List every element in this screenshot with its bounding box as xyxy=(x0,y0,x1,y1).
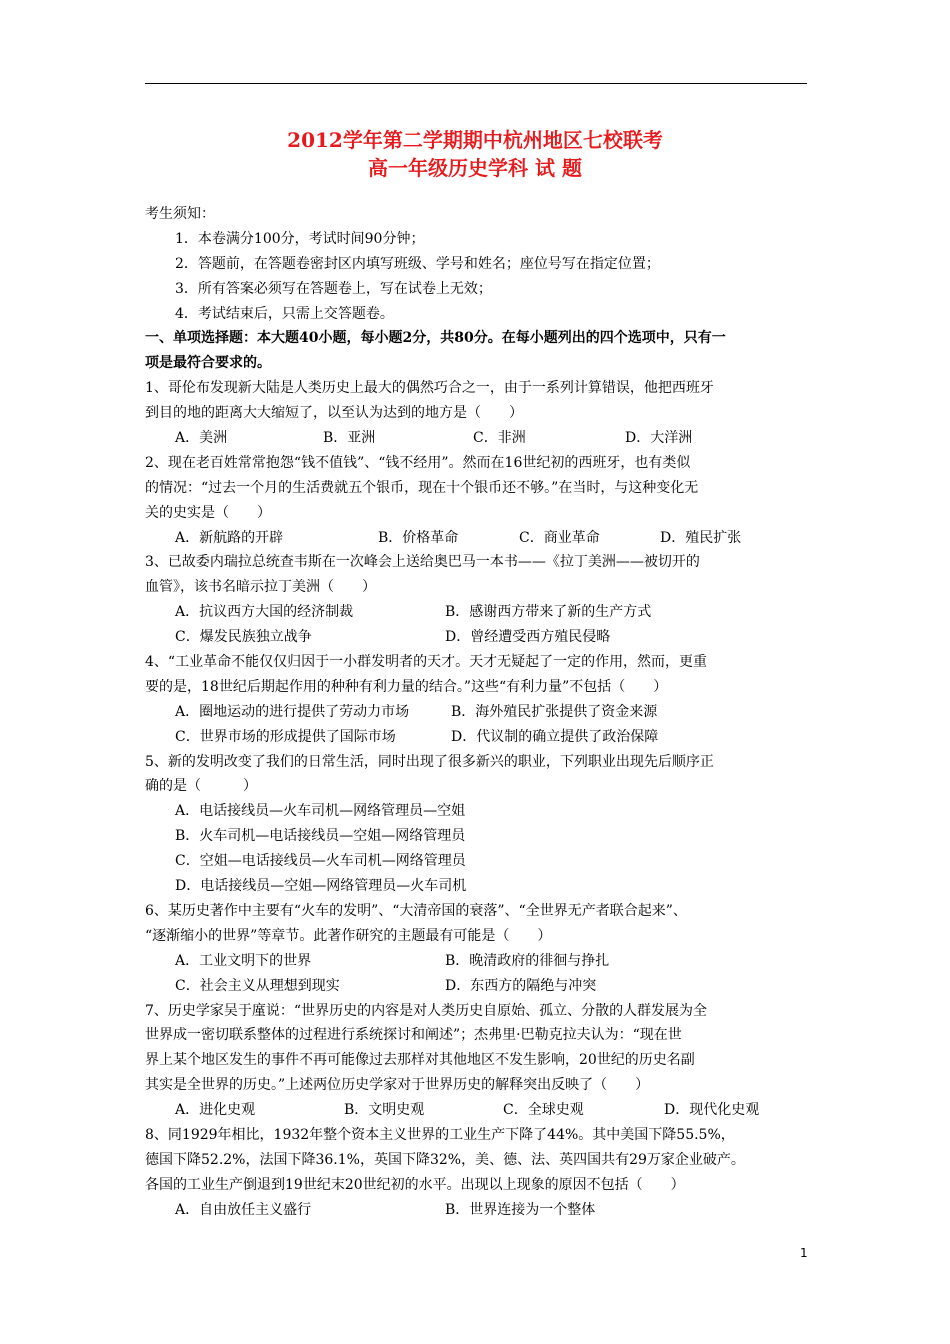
question-text: 界上某个地区发生的事件不再可能像过去那样对其他地区不发生影响，20世纪的历史名副 xyxy=(145,1052,695,1069)
question-text: 德国下降52.2%，法国下降36.1%，英国下降32%，美、德、法、英四国共有29万家企业破产。 xyxy=(145,1151,745,1168)
option-row xyxy=(145,600,810,625)
option-a: A．工业文明下的世界 xyxy=(175,952,312,969)
option-a: A．进化史观 xyxy=(175,1102,256,1119)
exam-subtitle: 高一年级历史学科 试 题 xyxy=(368,156,582,180)
question-text: 各国的工业生产倒退到19世纪末20世纪初的水平。出现以上现象的原因不包括（ ） xyxy=(145,1176,685,1193)
question-5 xyxy=(145,750,810,899)
option-d: D．殖民扩张 xyxy=(660,529,742,546)
option-a: A．抗议西方大国的经济制裁 xyxy=(175,604,354,621)
notice-item: 1．本卷满分100分，考试时间90分钟； xyxy=(175,230,425,247)
question-text: 2、现在老百姓常常抱怨“钱不值钱”、“钱不经用”。然而在16世纪初的西班牙，也有类似 xyxy=(145,454,691,471)
notice-item: 4．考试结束后，只需上交答题卷。 xyxy=(175,305,394,322)
option-c: C．空姐—电话接线员—火车司机—网络管理员 xyxy=(175,853,466,870)
question-2 xyxy=(145,451,810,551)
option-b: B．海外殖民扩张提供了资金来源 xyxy=(451,703,658,720)
question-text: 6、某历史著作中主要有“火车的发明”、“大清帝国的衰落”、“全世界无产者联合起来”、 xyxy=(145,902,687,919)
option-c: C．社会主义从理想到现实 xyxy=(175,977,340,994)
question-text: 4、“工业革命不能仅仅归因于一小群发明者的天才。天才无疑起了一定的作用，然而，更重 xyxy=(145,654,708,671)
question-8 xyxy=(145,1123,810,1223)
option-c: C．非洲 xyxy=(473,430,526,447)
option-b: B．感谢西方带来了新的生产方式 xyxy=(445,604,652,621)
question-3 xyxy=(145,550,810,650)
option-c: C．商业革命 xyxy=(519,529,600,546)
option-row xyxy=(145,725,810,750)
option-row xyxy=(145,426,810,451)
question-text: 关的史实是（ ） xyxy=(145,504,271,521)
option-row xyxy=(145,974,810,999)
option-a: A．美洲 xyxy=(175,430,228,447)
notice xyxy=(145,202,810,326)
option-c: C．爆发民族独立战争 xyxy=(175,629,312,646)
question-text: 5、新的发明改变了我们的日常生活，同时出现了很多新兴的职业，下列职业出现先后顺序正 xyxy=(145,753,714,770)
notice-item: 2．答题前，在答题卷密封区内填写班级、学号和姓名；座位号写在指定位置； xyxy=(175,255,660,272)
option-a: A．自由放任主义盛行 xyxy=(175,1201,312,1218)
option-c: C．世界市场的形成提供了国际市场 xyxy=(175,728,396,745)
option-a: A．新航路的开辟 xyxy=(175,529,284,546)
exam-body xyxy=(145,202,810,1223)
option-d: D．电话接线员—空姐—网络管理员—火车司机 xyxy=(175,878,467,895)
section-heading: 一、单项选择题：本大题40小题，每小题2分，共80分。在每小题列出的四个选项中，只有一 xyxy=(145,330,726,347)
question-text: 其实是全世界的历史。”上述两位历史学家对于世界历史的解释突出反映了（ ） xyxy=(145,1077,650,1094)
question-text: 到目的地的距离大大缩短了，以至认为达到的地方是（ ） xyxy=(145,405,523,422)
option-a: A．圈地运动的进行提供了劳动力市场 xyxy=(175,703,410,720)
option-d: D．曾经遭受西方殖民侵略 xyxy=(445,629,611,646)
page-number: 1 xyxy=(800,1246,808,1260)
option-d: D．东西方的隔绝与冲突 xyxy=(445,977,597,994)
option-b: B．世界连接为一个整体 xyxy=(445,1201,596,1218)
question-text: 7、历史学家吴于廑说：“世界历史的内容是对人类历史自原始、孤立、分散的人群发展为全 xyxy=(145,1002,708,1019)
question-7 xyxy=(145,999,810,1123)
option-b: B．火车司机—电话接线员—空姐—网络管理员 xyxy=(175,828,466,845)
option-d: D．现代化史观 xyxy=(664,1102,760,1119)
notice-item: 3．所有答案必须写在答题卷上，写在试卷上无效； xyxy=(175,280,492,297)
question-text: 的情况：“过去一个月的生活费就五个银币，现在十个银币还不够。”在当时，与这种变化无 xyxy=(145,479,699,496)
option-b: B．亚洲 xyxy=(323,430,376,447)
section-heading-cont: 项是最符合要求的。 xyxy=(145,355,271,372)
question-text: 血管》，该书名暗示拉丁美洲（ ） xyxy=(145,579,376,596)
option-row xyxy=(145,1198,810,1223)
option-d: D．大洋洲 xyxy=(625,430,693,447)
exam-title: 2012学年第二学期期中杭州地区七校联考 xyxy=(287,128,663,152)
option-b: B．晚清政府的徘徊与挣扎 xyxy=(445,952,610,969)
option-row xyxy=(145,700,810,725)
question-text: 要的是，18世纪后期起作用的种种有利力量的结合。”这些“有利力量”不包括（ ） xyxy=(145,678,668,695)
option-row xyxy=(145,1098,810,1123)
question-4 xyxy=(145,650,810,750)
question-text: 确的是（ ） xyxy=(145,778,257,795)
question-text: 8、同1929年相比，1932年整个资本主义世界的工业生产下降了44%。其中美国下降55.5%， xyxy=(145,1126,735,1143)
option-row xyxy=(145,949,810,974)
option-row xyxy=(145,526,810,551)
option-d: D．代议制的确立提供了政治保障 xyxy=(451,728,659,745)
question-text: 世界成一密切联系整体的过程进行系统探讨和阐述”；杰弗里·巴勒克拉夫认为：“现在世 xyxy=(145,1027,682,1044)
option-row xyxy=(145,625,810,650)
question-text: 1、哥伦布发现新大陆是人类历史上最大的偶然巧合之一，由于一系列计算错误，他把西班牙 xyxy=(145,380,714,397)
question-text: “逐渐缩小的世界”等章节。此著作研究的主题最有可能是（ ） xyxy=(145,927,552,944)
option-a: A．电话接线员—火车司机—网络管理员—空姐 xyxy=(175,803,466,820)
notice-heading: 考生须知： xyxy=(145,206,215,222)
header-rule xyxy=(145,83,807,84)
question-text: 3、已故委内瑞拉总统查韦斯在一次峰会上送给奥巴马一本书——《拉丁美洲——被切开的 xyxy=(145,554,700,571)
option-c: C．全球史观 xyxy=(503,1102,584,1119)
option-b: B．文明史观 xyxy=(344,1102,425,1119)
option-b: B．价格革命 xyxy=(378,529,459,546)
question-6 xyxy=(145,899,810,999)
question-1 xyxy=(145,376,810,451)
